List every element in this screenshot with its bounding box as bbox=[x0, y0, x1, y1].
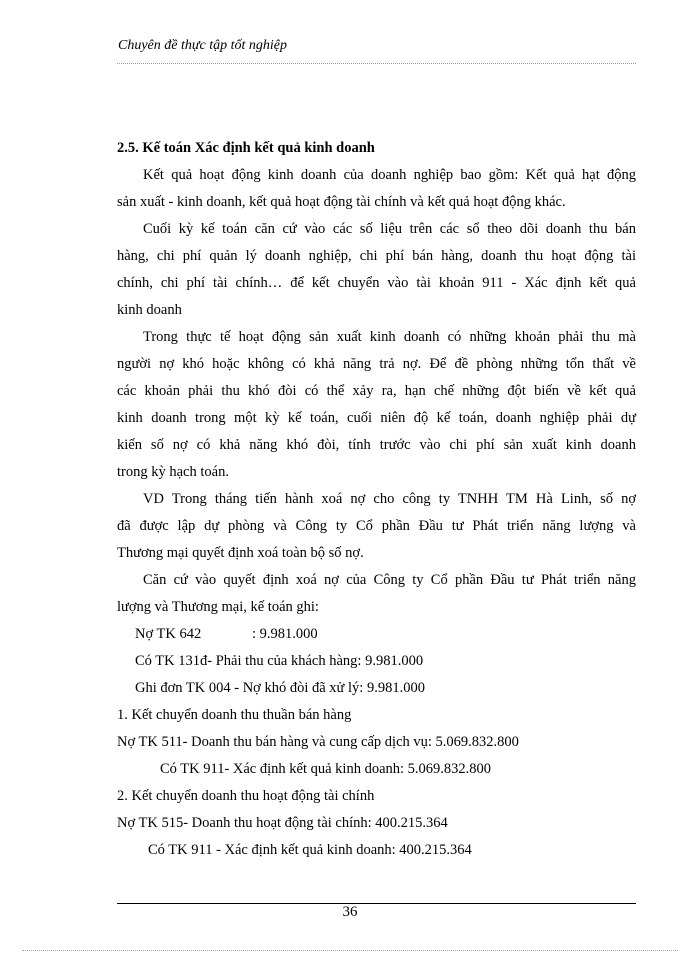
paragraph-line: Căn cứ vào quyết định xoá nợ của Công ty Cổ phần Đầu tư Phát triển năng bbox=[143, 572, 636, 588]
paragraph-line: kiến số nợ có khả năng khó đòi, tính trước vào chi phí sản xuất kinh doanh bbox=[117, 437, 636, 453]
journal-entry: Nợ TK 515- Doanh thu hoạt động tài chính: 400.215.364 bbox=[117, 815, 448, 831]
paragraph-line: Thương mại quyết định xoá toàn bộ số nợ. bbox=[117, 545, 364, 561]
paragraph-line: sản xuất - kinh doanh, kết quả hoạt động tài chính và kết quả hoạt động khác. bbox=[117, 194, 566, 210]
section-title: 2.5. Kế toán Xác định kết quả kinh doanh bbox=[117, 140, 375, 156]
header-divider bbox=[117, 63, 636, 64]
paragraph-line: VD Trong tháng tiến hành xoá nợ cho công ty TNHH TM Hà Linh, số nợ bbox=[143, 491, 636, 507]
paragraph-line: chính, chi phí tài chính… để kết chuyển vào tài khoản 911 - Xác định kết quả bbox=[117, 275, 636, 291]
journal-heading: 2. Kết chuyển doanh thu hoạt động tài chính bbox=[117, 788, 375, 804]
paragraph-line: kinh doanh trong một kỳ kế toán, cuối niên độ kế toán, doanh nghiệp phải dự bbox=[117, 410, 636, 426]
paragraph-line: Trong thực tế hoạt động sản xuất kinh doanh có những khoản phải thu mà bbox=[143, 329, 636, 345]
paragraph-line: Cuối kỳ kế toán căn cứ vào các số liệu trên các sổ theo dõi doanh thu bán bbox=[143, 221, 636, 237]
paragraph-line: trong kỳ hạch toán. bbox=[117, 464, 229, 480]
journal-entry: Có TK 911- Xác định kết quả kinh doanh: 5.069.832.800 bbox=[160, 761, 492, 777]
paragraph-line: các khoản phải thu khó đòi có thể xảy ra, hạn chế những đột biến về kết quả bbox=[117, 383, 636, 399]
journal-heading: 1. Kết chuyển doanh thu thuần bán hàng bbox=[117, 707, 352, 723]
journal-entry: Có TK 131đ- Phải thu của khách hàng: 9.981.000 bbox=[135, 653, 424, 669]
paragraph-line: người nợ khó hoặc không có khả năng trả nợ. Để đề phòng những tổn thất về bbox=[117, 356, 636, 372]
page-bottom-divider bbox=[22, 950, 678, 951]
journal-entry: Ghi đơn TK 004 - Nợ khó đòi đã xử lý: 9.981.000 bbox=[135, 680, 425, 696]
paragraph-line: kinh doanh bbox=[117, 302, 182, 318]
paragraph-line: hàng, chi phí quản lý doanh nghiệp, chi phí bán hàng, doanh thu hoạt động tài bbox=[117, 248, 636, 264]
journal-entry: Nợ TK 642 : 9.981.000 bbox=[135, 626, 318, 642]
paragraph-line: lượng và Thương mại, kế toán ghi: bbox=[117, 599, 319, 615]
document-header: Chuyên đề thực tập tốt nghiệp bbox=[118, 38, 287, 53]
page-number: 36 bbox=[342, 904, 358, 920]
journal-entry: Nợ TK 511- Doanh thu bán hàng và cung cấp dịch vụ: 5.069.832.800 bbox=[117, 734, 519, 750]
paragraph-line: đã được lập dự phòng và Công ty Cổ phần Đầu tư Phát triển năng lượng và bbox=[117, 518, 636, 534]
paragraph-line: Kết quả hoạt động kinh doanh của doanh nghiệp bao gồm: Kết quả hạt động bbox=[143, 167, 636, 183]
journal-entry: Có TK 911 - Xác định kết quả kinh doanh: 400.215.364 bbox=[148, 842, 472, 858]
